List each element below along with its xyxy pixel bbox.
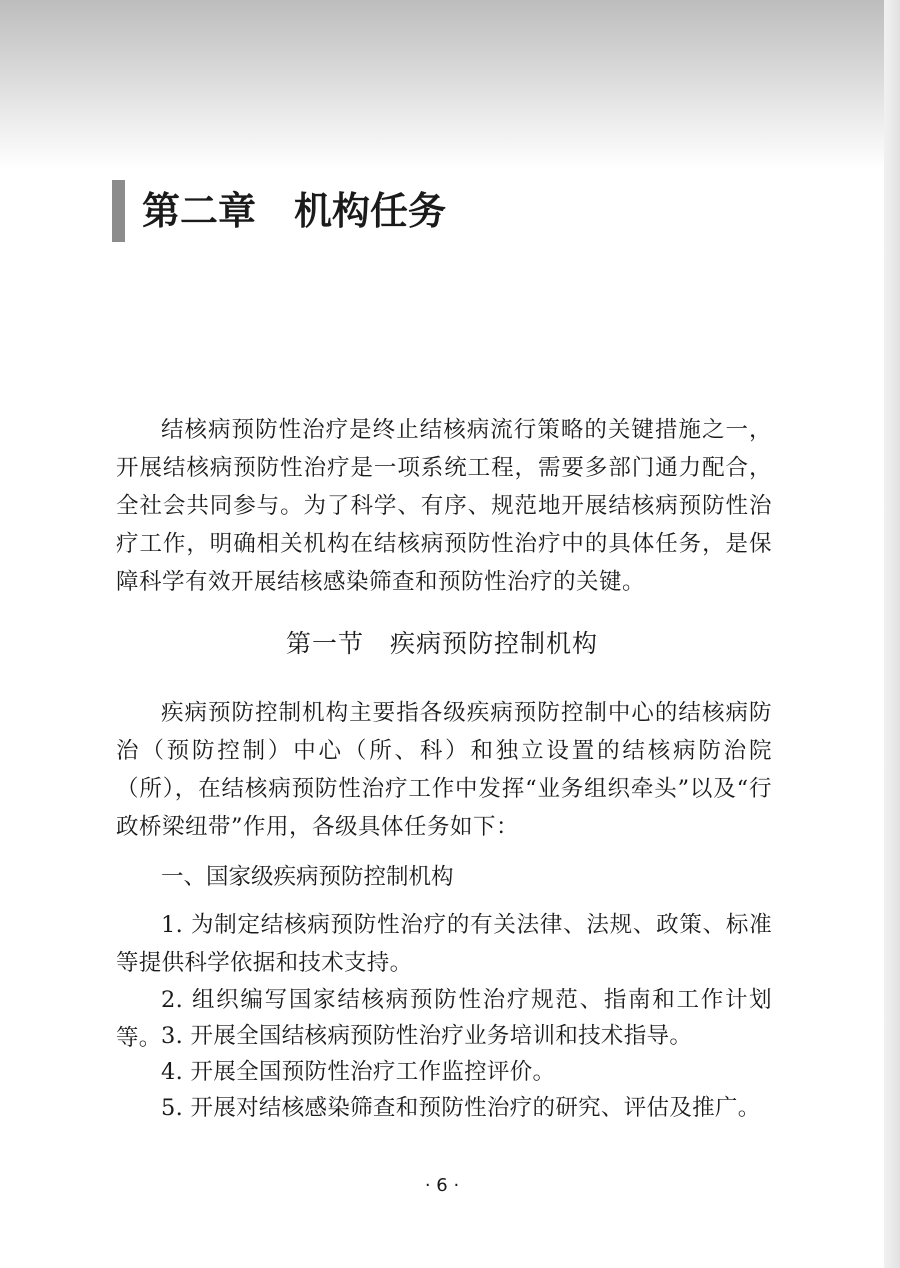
page-header-band (0, 0, 884, 170)
section-title: 疾病预防控制机构 (390, 629, 599, 658)
page-edge (884, 0, 900, 1268)
list-item: 5. 开展对结核感染筛查和预防性治疗的研究、评估及推广。 (161, 1095, 761, 1121)
intro-paragraph: 结核病预防性治疗是终止结核病流行策略的关键措施之一，开展结核病预防性治疗是一项系统工程，需要多部门通力配合，全社会共同参与。为了科学、有序、规范地开展结核病预防性治疗工作，明确相关机构在结核病预防性治疗中的具体任务，是保障科学有效开展结核感染筛查和预防性治疗的关键。 (116, 417, 772, 595)
list-item: 2. 组织编写国家结核病预防性治疗规范、指南和工作计划等。 (116, 987, 772, 1051)
chapter-title: 机构任务 (294, 189, 447, 233)
chapter-heading (142, 182, 446, 240)
section-heading (0, 624, 884, 664)
section-paragraph: 疾病预防控制机构主要指各级疾病预防控制中心的结核病防治（预防控制）中心（所、科）和独立设置的结核病防治院（所），在结核病预防性治疗工作中发挥“业务组织牵头”以及“行政桥梁纽带”作用，各级具体任务如下： (116, 700, 772, 840)
subheading-national: 一、国家级疾病预防控制机构 (161, 864, 454, 890)
list-item: 4. 开展全国预防性治疗工作监控评价。 (161, 1059, 556, 1085)
list-item: 1. 为制定结核病预防性治疗的有关法律、法规、政策、标准等提供科学依据和技术支持。 (116, 912, 772, 976)
list-item: 3. 开展全国结核病预防性治疗业务培训和技术指导。 (161, 1023, 693, 1049)
section-number: 第一节 (285, 629, 364, 658)
page-number: · 6 · (424, 1175, 460, 1196)
chapter-number: 第二章 (142, 189, 257, 233)
chapter-marker-bar (112, 180, 125, 242)
